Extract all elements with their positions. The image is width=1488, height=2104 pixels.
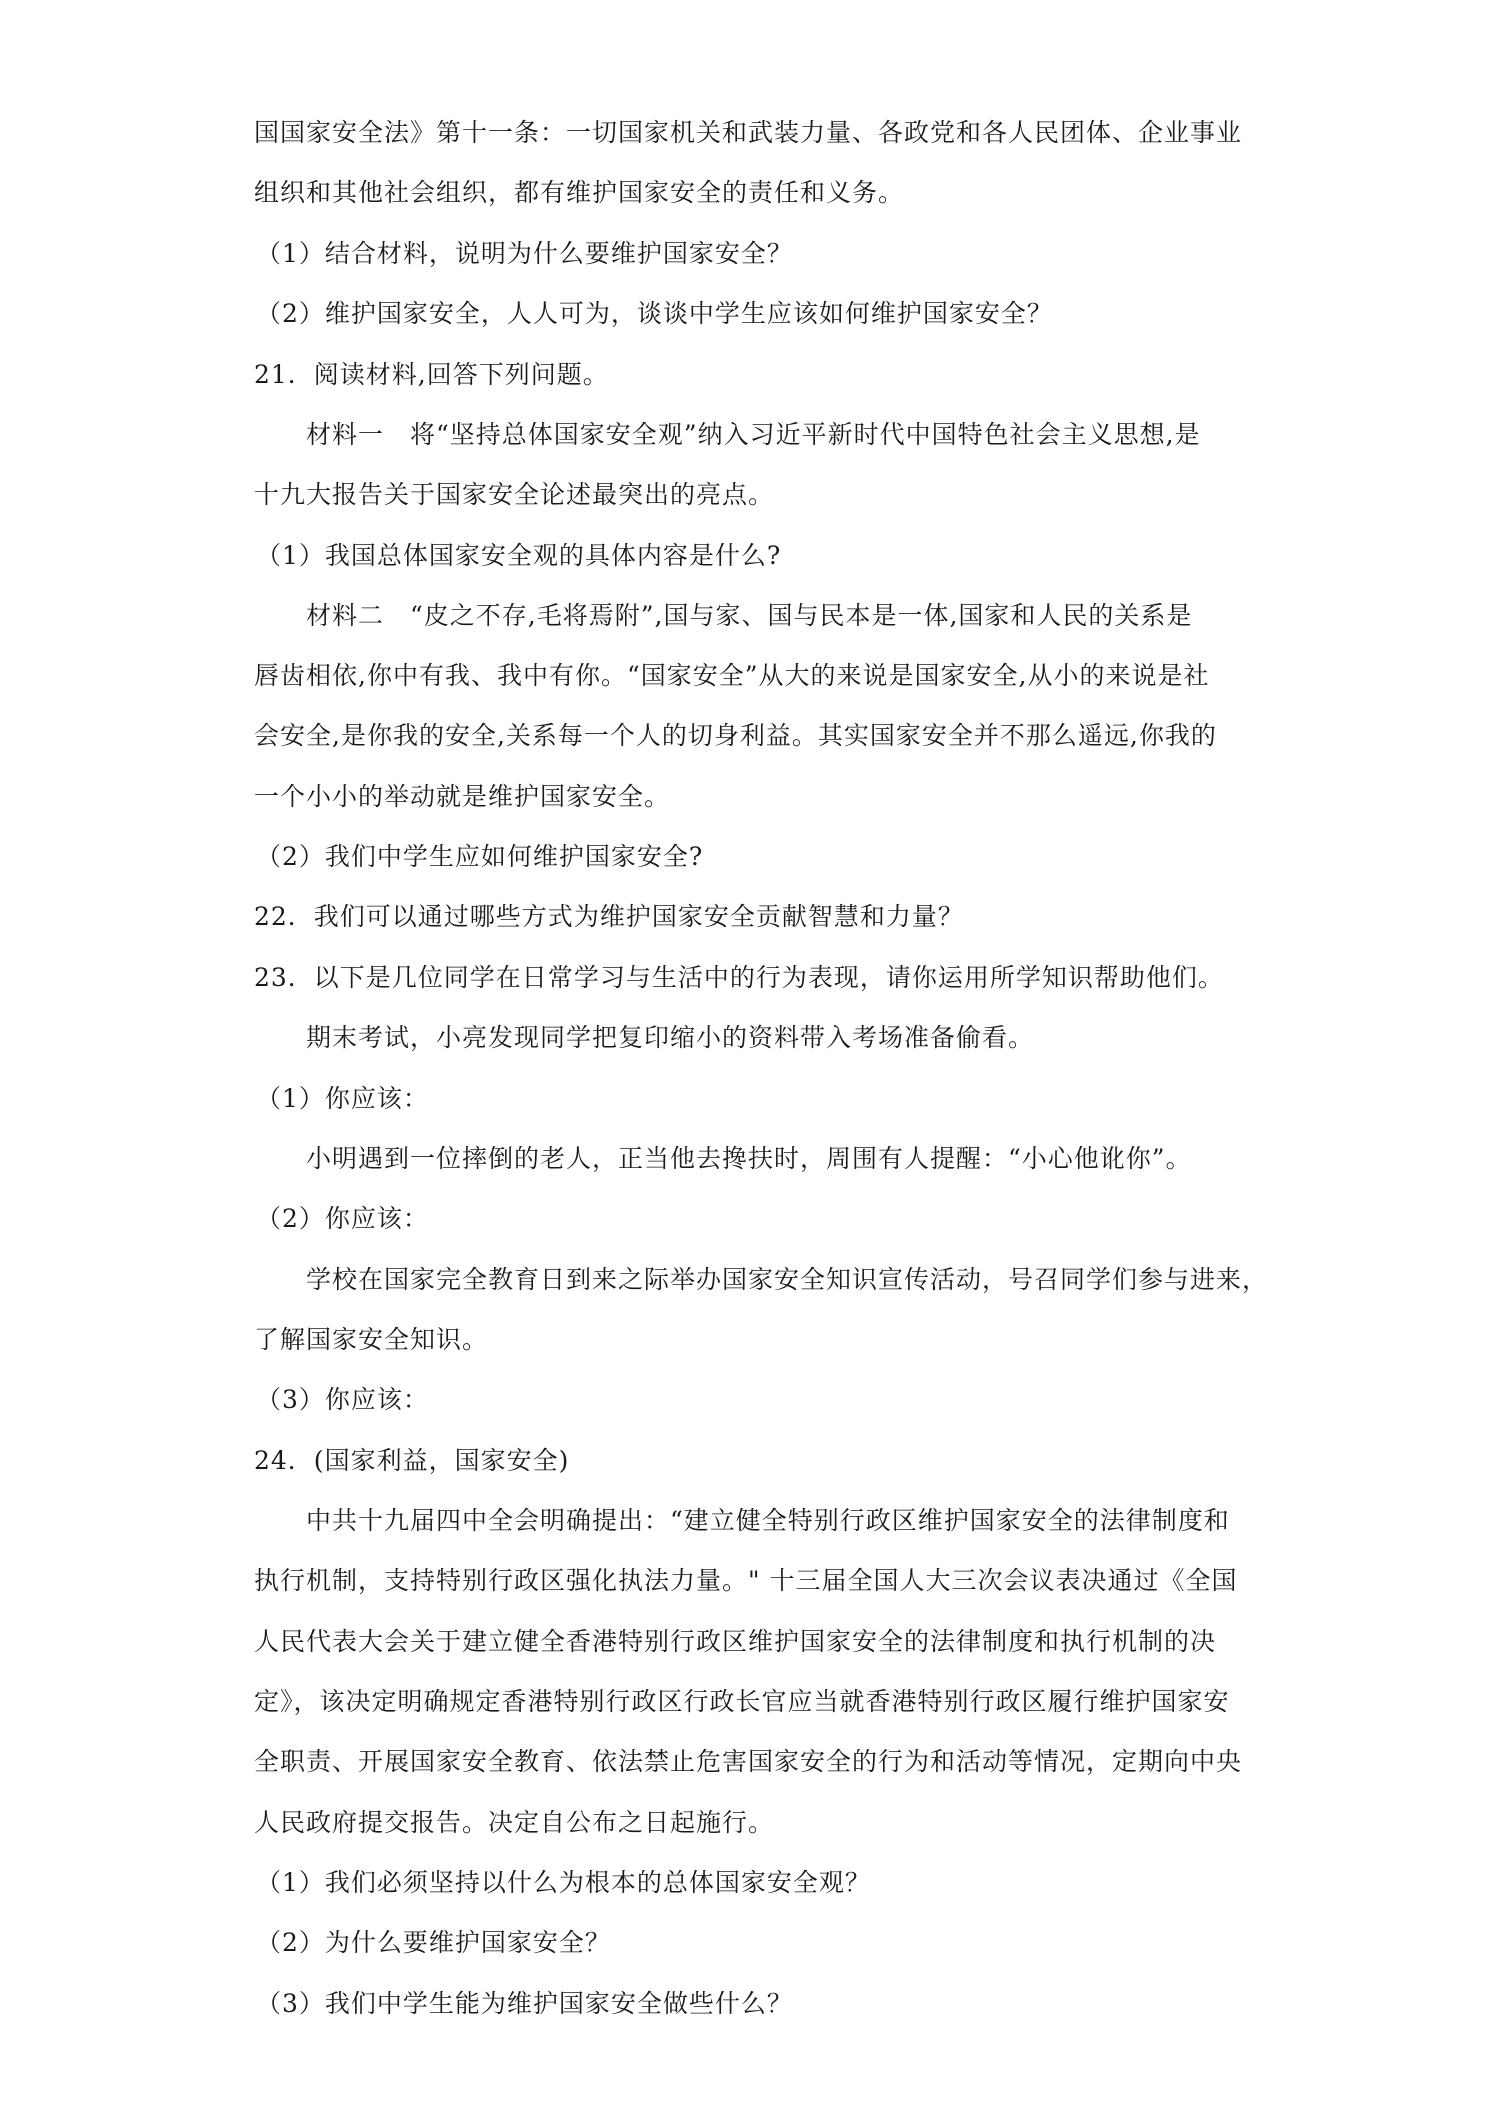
material-paragraph: 人民代表大会关于建立健全香港特别行政区维护国家安全的法律制度和执行机制的决 (254, 1627, 1217, 1656)
text-line: 国国家安全法》第十一条：一切国家机关和武装力量、各政党和各人民团体、企业事业 (254, 118, 1243, 147)
material-paragraph: 唇齿相依,你中有我、我中有你。“国家安全”从大的来说是国家安全,从小的来说是社 (254, 661, 1210, 690)
question-part: （2）我们中学生应如何维护国家安全? (256, 842, 704, 871)
question-part: （2）你应该： (256, 1204, 429, 1233)
material-paragraph: 定》，该决定明确规定香港特别行政区行政长官应当就香港特别行政区履行维护国家安 (254, 1687, 1230, 1716)
question-part: （3）我们中学生能为维护国家安全做些什么？ (256, 1989, 793, 2018)
material-paragraph: 中共十九届四中全会明确提出：“建立健全特别行政区维护国家安全的法律制度和 (306, 1506, 1230, 1535)
material-paragraph: 会安全,是你我的安全,关系每一个人的切身利益。其实国家安全并不那么遥远,你我的 (254, 721, 1217, 750)
material-paragraph: 材料一 将“坚持总体国家安全观”纳入习近平新时代中国特色社会主义思想,是 (306, 420, 1201, 449)
scenario-text: 小明遇到一位摔倒的老人，正当他去搀扶时，周围有人提醒：“小心他讹你”。 (306, 1144, 1192, 1173)
material-paragraph: 执行机制，支持特别行政区强化执法力量。" 十三届全国人大三次会议表决通过《全国 (254, 1566, 1238, 1595)
question-part: （1）结合材料，说明为什么要维护国家安全？ (256, 239, 793, 268)
question-heading: 22．我们可以通过哪些方式为维护国家安全贡献智慧和力量？ (254, 902, 964, 931)
question-part: （2）为什么要维护国家安全？ (256, 1928, 611, 1957)
material-paragraph: 材料二 “皮之不存,毛将焉附”,国与家、国与民本是一体,国家和人民的关系是 (306, 601, 1193, 630)
scenario-text: 了解国家安全知识。 (254, 1325, 489, 1354)
question-heading: 21．阅读材料,回答下列问题。 (254, 360, 609, 389)
material-paragraph: 十九大报告关于国家安全论述最突出的亮点。 (254, 480, 775, 509)
question-part: （3）你应该： (256, 1385, 429, 1414)
question-part: （1）我国总体国家安全观的具体内容是什么? (256, 541, 782, 570)
scenario-text: 期末考试，小亮发现同学把复印缩小的资料带入考场准备偷看。 (306, 1023, 1035, 1052)
scenario-text: 学校在国家完全教育日到来之际举办国家安全知识宣传活动，号召同学们参与进来， (306, 1265, 1269, 1294)
question-part: （2）维护国家安全，人人可为，谈谈中学生应该如何维护国家安全？ (256, 299, 1053, 328)
question-heading: 24．(国家利益，国家安全) (254, 1446, 570, 1475)
material-paragraph: 全职责、开展国家安全教育、依法禁止危害国家安全的行为和活动等情况，定期向中央 (254, 1747, 1243, 1776)
material-paragraph: 一个小小的举动就是维护国家安全。 (254, 782, 671, 811)
material-paragraph: 人民政府提交报告。决定自公布之日起施行。 (254, 1808, 775, 1837)
question-part: （1）我们必须坚持以什么为根本的总体国家安全观？ (256, 1868, 871, 1897)
question-part: （1）你应该： (256, 1084, 429, 1113)
text-line: 组织和其他社会组织，都有维护国家安全的责任和义务。 (254, 178, 905, 207)
question-heading: 23．以下是几位同学在日常学习与生活中的行为表现，请你运用所学知识帮助他们。 (254, 963, 1224, 992)
